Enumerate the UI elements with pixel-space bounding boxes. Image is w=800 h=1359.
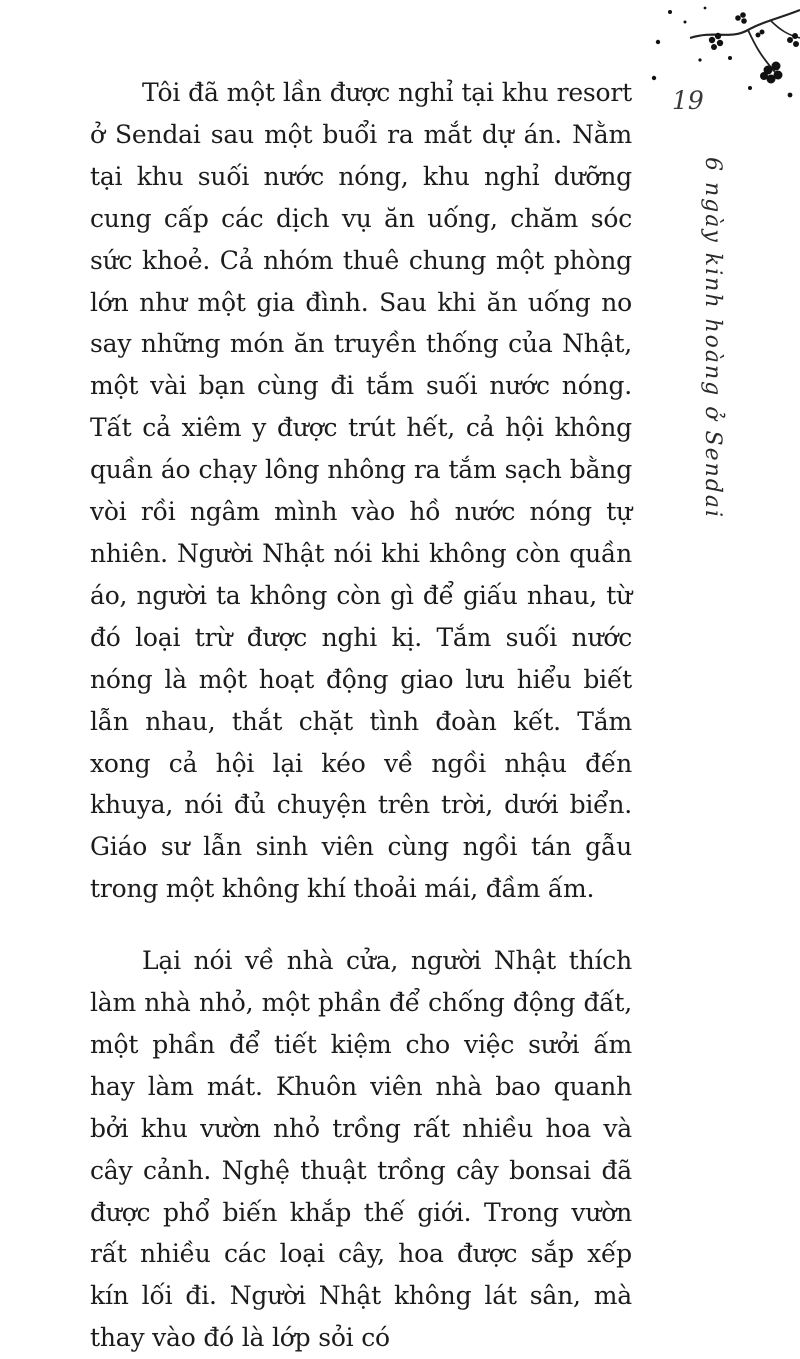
body-text xyxy=(90,72,632,1359)
running-title: 6 ngày kinh hoàng ở Sendai xyxy=(700,157,725,519)
paragraph: Lại nói về nhà cửa, người Nhật thích làm nhà nhỏ, một phần để chống động đất, một phần để tiết kiệm cho việc sưởi ấm hay làm mát. Khuôn viên nhà bao quanh bởi khu vườn nhỏ trồng rất nhiều hoa và cây cảnh. Nghệ thuật trồng cây bonsai đã được phổ biến khắp thế giới. Trong vườn rất nhiều các loại cây, hoa được sắp xếp kín lối đi. Người Nhật không lát sân, mà thay vào đó là lớp sỏi có xyxy=(90,946,632,1353)
page-number: 19 xyxy=(672,86,704,115)
cherry-blossom-branch-icon xyxy=(630,0,800,110)
paragraph: Tôi đã một lần được nghỉ tại khu resort ở Sendai sau một buổi ra mắt dự án. Nằm tại khu suối nước nóng, khu nghỉ dưỡng cung cấp các dịch vụ ăn uống, chăm sóc sức khoẻ. Cả nhóm thuê chung một phòng lớn như một gia đình. Sau khi ăn uống no say những món ăn truyền thống của Nhật, một vài bạn cùng đi tắm suối nước nóng. Tất cả xiêm y được trút hết, cả hội không quần áo chạy lông nhông ra tắm sạch bằng vòi rồi ngâm mình vào hồ nước nóng tự nhiên. Người Nhật nói khi không còn quần áo, người ta không còn gì để giấu nhau, từ đó loại trừ được nghi kị. Tắm suối nước nóng là một hoạt động giao lưu hiểu biết lẫn nhau, thắt chặt tình đoàn kết. Tắm xong cả hội lại kéo về ngồi nhậu đến khuya, nói đủ chuyện trên trời, dưới biển. Giáo sư lẫn sinh viên cùng ngồi tán gẫu trong một không khí thoải mái, đầm ấm. xyxy=(90,78,632,904)
